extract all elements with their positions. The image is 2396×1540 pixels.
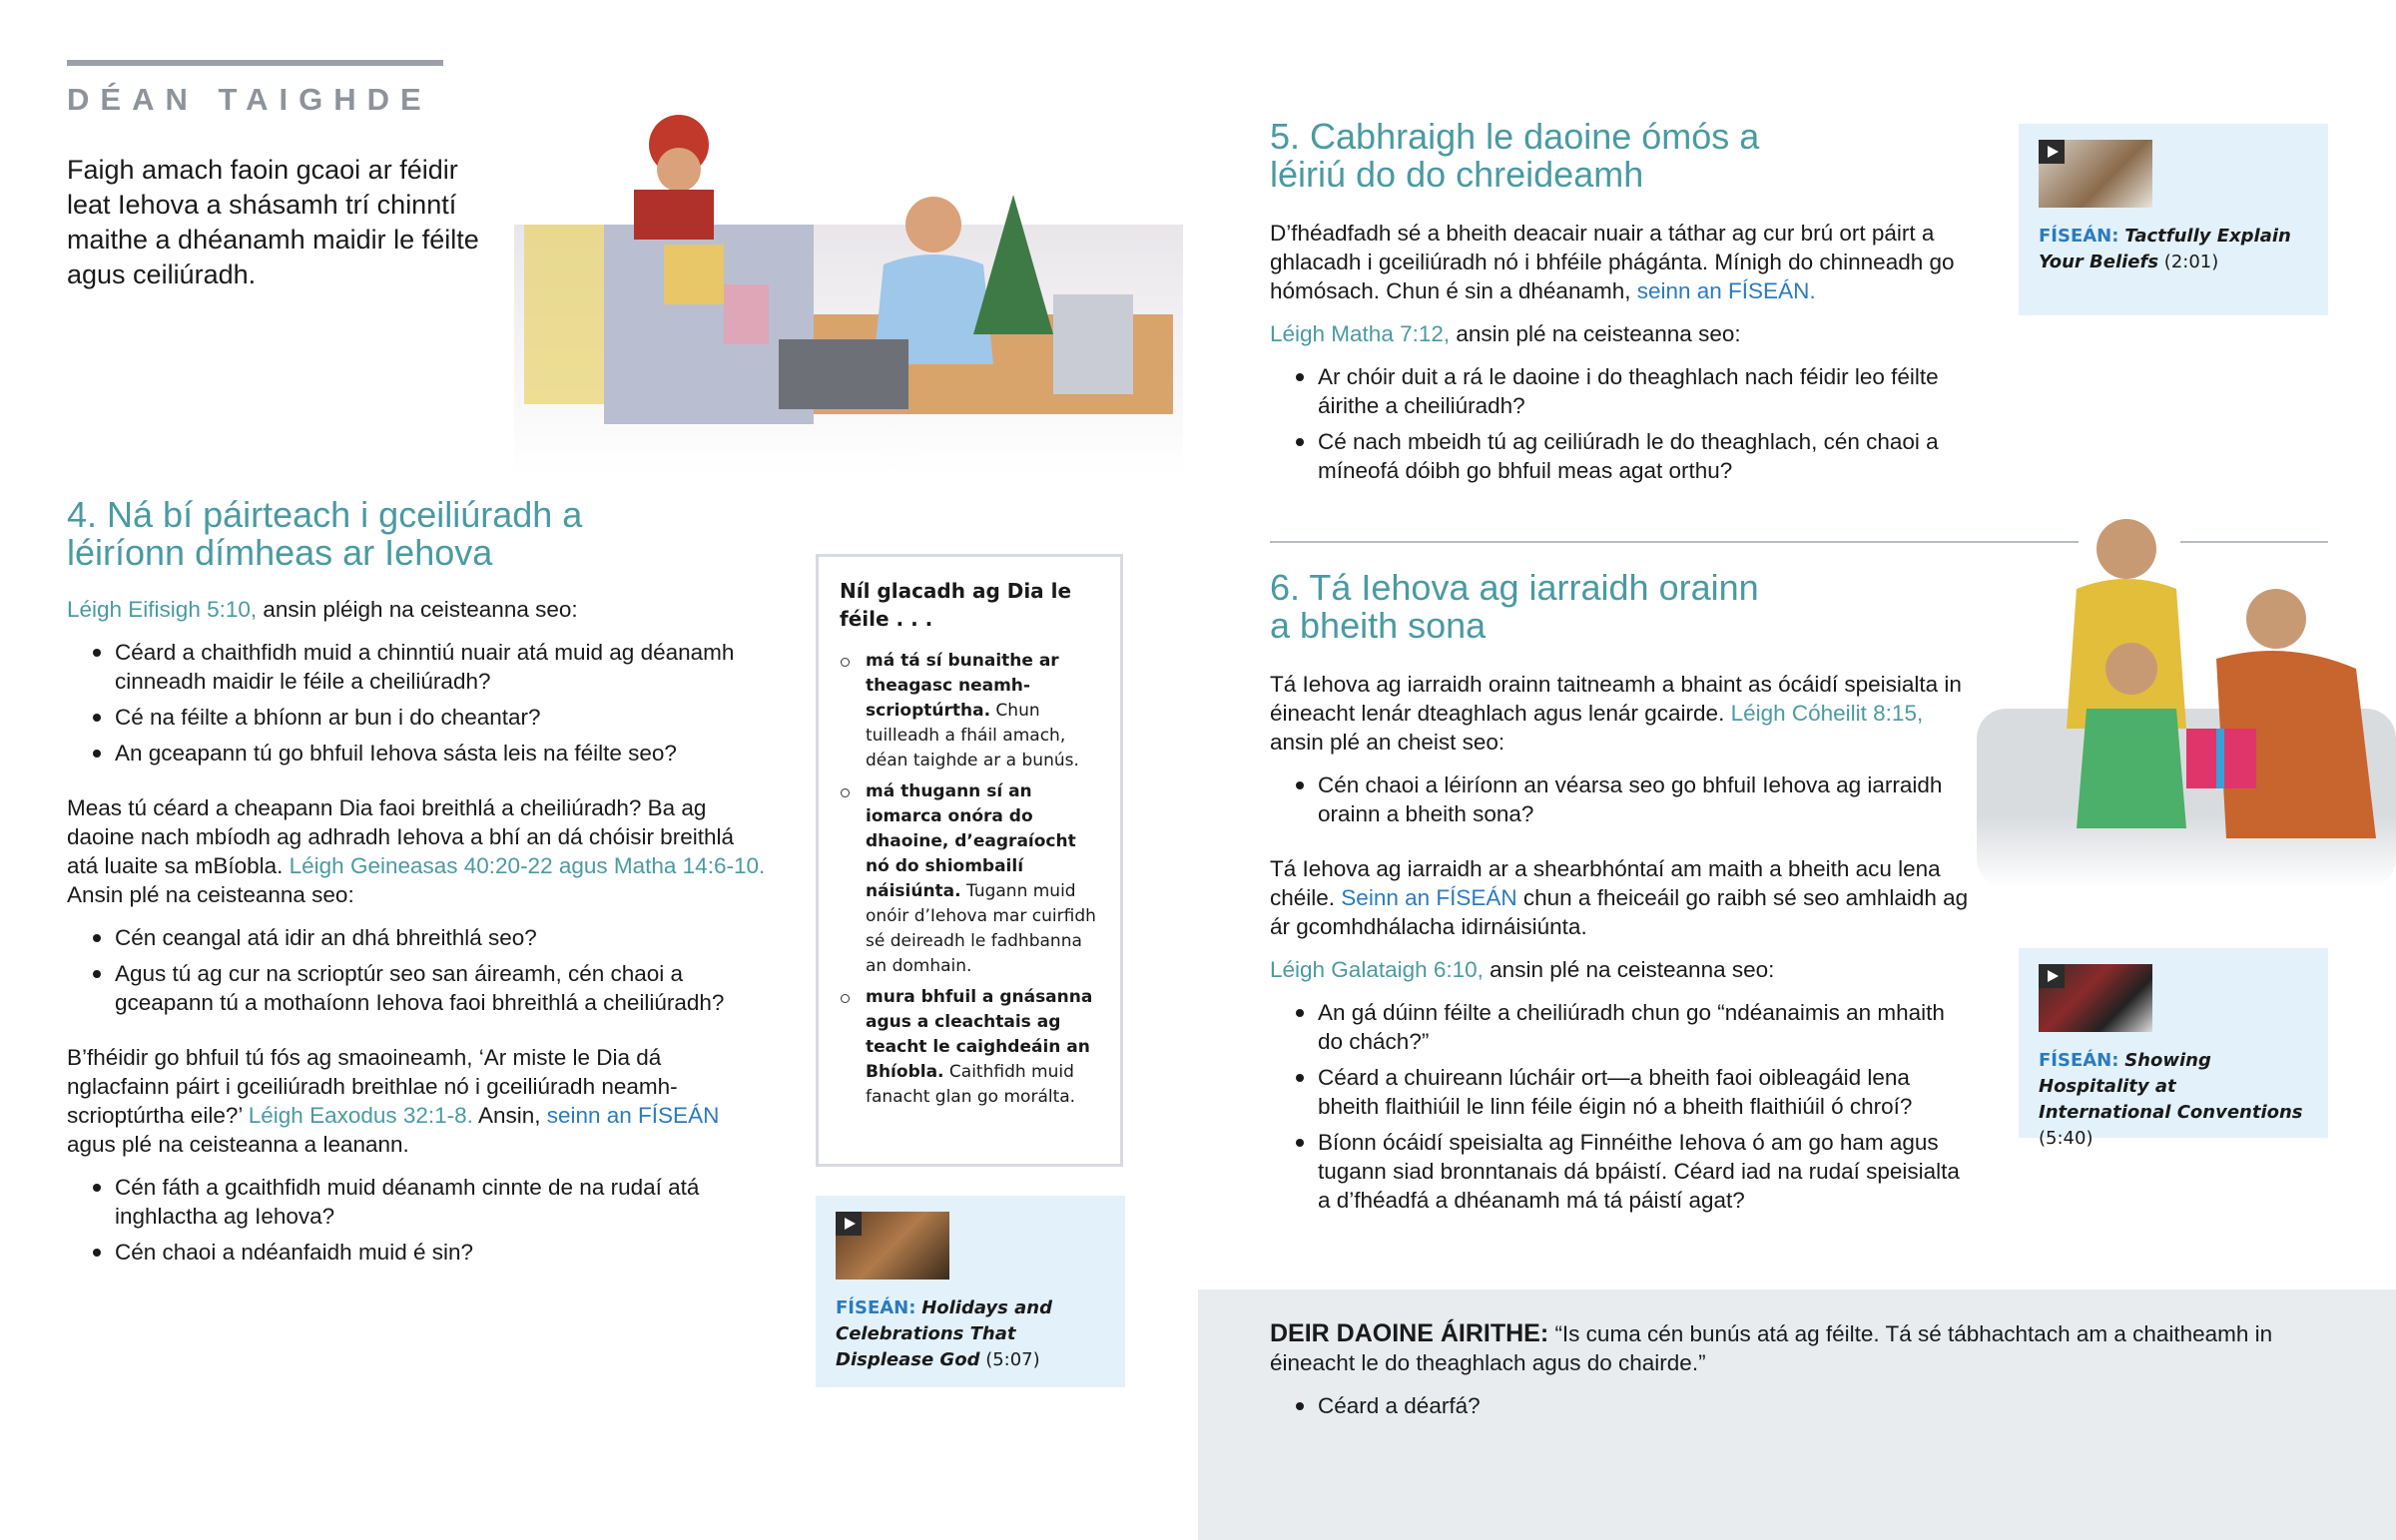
paragraph-text: Tá Iehova ag iarraidh ar a shearbhóntaí am maith a bheith acu lena chéile. <box>1270 856 1941 910</box>
video-card[interactable] <box>816 1196 1125 1387</box>
section-kicker: DÉAN TAIGHDE <box>67 82 432 117</box>
question-list <box>67 1173 766 1267</box>
some-say-content <box>1270 1319 2328 1446</box>
paragraph-text: ansin plé na ceisteanna seo: <box>1483 957 1775 982</box>
question-item: An gá dúinn féilte a cheiliúradh chun go “ndéanaimis an mhaith do chách?” <box>1318 998 1969 1056</box>
question-item: Céard a déarfá? <box>1318 1391 2328 1420</box>
play-video-link[interactable]: seinn an FÍSEÁN <box>546 1103 720 1128</box>
paragraph-text: D’fhéadfadh sé a bheith deacair nuair a táthar ag cur brú ort páirt a ghlacadh i gceiliúradh nó i bhféile phágánta. Mínigh do chinneadh go hómósach. Chun é sin a dhéanamh, <box>1270 221 1955 303</box>
paragraph-text: Meas tú céard a cheapann Dia faoi breithlá a cheiliúradh? Ba ag daoine nach mbíodh ag adhradh Iehova a bhí an dá chóisir breithlá atá luaite sa mBíobla. <box>67 795 734 878</box>
question-item: Ar chóir duit a rá le daoine i do theaghlach nach féidir leo féilte áirithe a cheiliúradh? <box>1318 362 1969 420</box>
video-thumbnail[interactable] <box>2039 140 2152 208</box>
family-gift-illustration <box>1977 509 2396 888</box>
box-item: mura bhfuil a gnásanna agus a cleachtais ag teacht le caighdeáin an Bhíobla. Caithfidh muid fanacht glan go morálta. <box>866 985 1100 1110</box>
video-thumbnail[interactable] <box>2039 964 2152 1032</box>
question-item: Bíonn ócáidí speisialta ag Finnéithe Iehova ó am go ham agus tugann siad bronntanais dá bpáistí. Céard iad na rudaí speisialta a d’fhéadfá a dhéanamh má tá páistí agat? <box>1318 1128 1969 1215</box>
section-5-heading: 5. Cabhraigh le daoine ómós a léiriú do do chreideamh <box>1270 116 1760 195</box>
question-item: Céard a chuireann lúcháir ort—a bheith faoi oibleagáid lena bheith flaithiúil le linn féile éigin nó a bheith flaithiúil ó chroí? <box>1318 1063 1969 1121</box>
question-item: Cén ceangal atá idir an dhá bhreithlá seo? <box>115 923 766 952</box>
video-duration: (5:07) <box>985 1349 1040 1370</box>
question-list <box>1270 362 1969 485</box>
video-label: FÍSEÁN: <box>2039 226 2119 247</box>
paragraph-text: ansin plé na ceisteanna seo: <box>1450 321 1741 346</box>
play-video-link[interactable]: seinn an FÍSEÁN. <box>1636 278 1816 303</box>
scripture-link[interactable]: Léigh Cóheilit 8:15, <box>1730 701 1924 726</box>
question-list <box>1270 770 1969 828</box>
question-list <box>1270 998 1969 1215</box>
scripture-link[interactable]: Léigh Eaxodus 32:1-8. <box>248 1103 473 1128</box>
paragraph-text: agus plé na ceisteanna a leanann. <box>67 1132 409 1157</box>
scripture-link[interactable]: Léigh Geineasas 40:20-22 agus Matha 14:6-10. <box>289 853 766 878</box>
paragraph-text: Ansin, <box>472 1103 547 1128</box>
video-card[interactable] <box>2019 124 2328 315</box>
question-item: Cé na féilte a bhíonn ar bun i do cheantar? <box>115 703 766 732</box>
box-item: má tá sí bunaithe ar theagasc neamh-scrioptúrtha. Chun tuilleadh a fháil amach, déan taighde ar a bunús. <box>866 649 1100 773</box>
some-say-quote: “Is cuma cén bunús atá ag féilte. Tá sé tábhachtach am a chaitheamh in éineacht le do theaghlach agus do chairde.” <box>1270 1321 2273 1375</box>
question-item: Cé nach mbeidh tú ag ceiliúradh le do theaghlach, cén chaoi a míneofá dóibh go bhfuil meas agat orthu? <box>1318 427 1969 485</box>
video-duration: (5:40) <box>2039 1128 2094 1149</box>
play-icon[interactable] <box>2039 964 2065 988</box>
section-6-body <box>1270 670 1969 1241</box>
question-item: Céard a chaithfidh muid a chinntiú nuair atá muid ag déanamh cinneadh maidir le féile a cheiliúradh? <box>115 638 766 696</box>
scripture-link[interactable]: Léigh Matha 7:12, <box>1270 321 1451 346</box>
question-item: Cén chaoi a ndéanfaidh muid é sin? <box>115 1238 766 1267</box>
header-rule <box>67 60 443 66</box>
video-duration: (2:01) <box>2163 252 2219 272</box>
video-title[interactable]: Showing Hospitality at International Conventions <box>2039 1050 2303 1123</box>
paragraph-text: chun a fheiceáil go raibh sé seo amhlaidh ag ár gcomhdhálacha idirnáisiúnta. <box>1270 885 1969 939</box>
not-acceptable-box <box>816 554 1123 1167</box>
paragraph-text: B’fhéidir go bhfuil tú fós ag smaoineamh, ‘Ar miste le Dia dá nglacfainn páirt i gceiliúradh breithlae nó i gceiliúradh neamh-scrioptúrtha eile?’ <box>67 1045 678 1128</box>
section-4-body <box>67 595 766 1292</box>
video-title[interactable]: Tactfully Explain Your Beliefs <box>2039 226 2291 272</box>
video-title[interactable]: Holidays and Celebrations That Displease God <box>836 1297 1052 1370</box>
scripture-link[interactable]: Léigh Eifisigh 5:10, <box>67 597 258 622</box>
question-list <box>67 638 766 768</box>
question-item: An gceapann tú go bhfuil Iehova sásta leis na féilte seo? <box>115 739 766 768</box>
paragraph-text: Tá Iehova ag iarraidh orainn taitneamh a bhaint as ócáidí speisialta in éineacht lenár dteaghlach agus lenár gcairde. <box>1270 672 1962 726</box>
intro-text: Faigh amach faoin gcaoi ar féidir leat Iehova a shásamh trí chinntí maithe a dhéanamh maidir le féilte agus ceiliúradh. <box>67 155 479 289</box>
video-thumbnail[interactable] <box>836 1212 949 1280</box>
section-5-body <box>1270 219 1969 511</box>
scripture-link[interactable]: Léigh Galataigh 6:10, <box>1270 957 1484 982</box>
play-icon[interactable] <box>2039 140 2065 164</box>
question-item: Cén fáth a gcaithfidh muid déanamh cinnte de na rudaí atá inghlactha ag Iehova? <box>115 1173 766 1231</box>
paragraph-text: Ansin plé na ceisteanna seo: <box>67 882 354 907</box>
section-6-heading: 6. Tá Iehova ag iarraidh orainn a bheith sona <box>1270 567 1759 646</box>
section-divider <box>1270 541 2079 543</box>
paragraph-text: ansin pléigh na ceisteanna seo: <box>257 597 578 622</box>
question-item: Agus tú ag cur na scrioptúr seo san áireamh, cén chaoi a gceapann tú a mothaíonn Iehova faoi bhreithlá a cheiliúradh? <box>115 959 766 1017</box>
section-4-heading: 4. Ná bí páirteach i gceiliúradh a léiríonn dímheas ar Iehova <box>67 494 583 573</box>
box-item: má thugann sí an iomarca onóra do dhaoine, d’eagraíocht nó do shiombailí náisiúnta. Tugann muid onóir d’Iehova mar cuirfidh sé deireadh le fadhbanna an domhain. <box>866 779 1100 979</box>
office-holiday-illustration <box>514 95 1183 474</box>
box-title: Níl glacadh ag Dia le féile . . . <box>840 579 1072 631</box>
play-icon[interactable] <box>836 1212 862 1236</box>
question-item: Cén chaoi a léiríonn an véarsa seo go bhfuil Iehova ag iarraidh orainn a bheith sona? <box>1318 770 1969 828</box>
video-label: FÍSEÁN: <box>2039 1050 2119 1071</box>
paragraph-text: ansin plé an cheist seo: <box>1270 730 1505 755</box>
some-say-label: DEIR DAOINE ÁIRITHE: <box>1270 1319 1549 1347</box>
video-card[interactable] <box>2019 948 2328 1149</box>
play-video-link[interactable]: Seinn an FÍSEÁN <box>1341 885 1517 910</box>
video-label: FÍSEÁN: <box>836 1297 916 1318</box>
question-list <box>67 923 766 1017</box>
